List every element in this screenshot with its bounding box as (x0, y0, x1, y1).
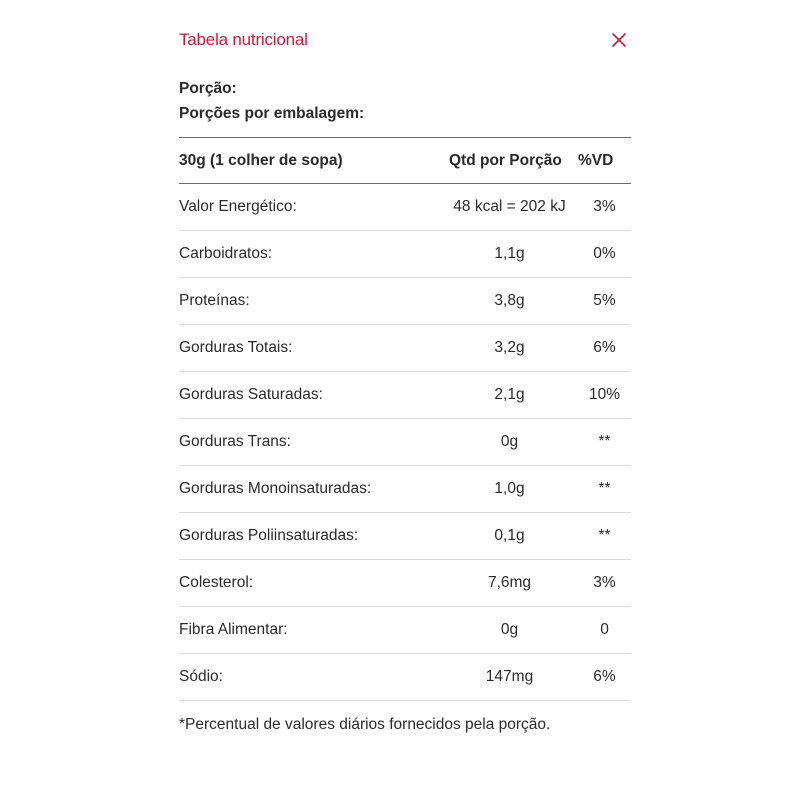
nutrient-name: Gorduras Monoinsaturadas: (179, 466, 441, 513)
nutrient-qty: 3,8g (441, 278, 578, 325)
nutrient-name: Valor Energético: (179, 184, 441, 231)
table-row (179, 607, 631, 654)
nutrient-vd: 3% (578, 184, 631, 231)
table-row (179, 278, 631, 325)
nutrient-vd: 0% (578, 231, 631, 278)
nutrient-qty: 0,1g (441, 513, 578, 560)
close-icon (611, 32, 627, 48)
table-row (179, 560, 631, 607)
nutrient-name: Proteínas: (179, 278, 441, 325)
nutrient-name: Gorduras Trans: (179, 419, 441, 466)
nutrient-name: Gorduras Poliinsaturadas: (179, 513, 441, 560)
portion-info (179, 76, 631, 126)
header-vd: %VD (578, 138, 631, 184)
table-row (179, 231, 631, 278)
nutrient-qty: 2,1g (441, 372, 578, 419)
header-serving-size: 30g (1 colher de sopa) (179, 138, 441, 184)
nutrient-name: Sódio: (179, 654, 441, 701)
close-button[interactable] (611, 32, 627, 48)
nutrient-name: Colesterol: (179, 560, 441, 607)
panel-title: Tabela nutricional (179, 30, 308, 49)
nutrient-qty: 147mg (441, 654, 578, 701)
table-row (179, 184, 631, 231)
nutrient-qty: 1,1g (441, 231, 578, 278)
nutrient-vd: 0 (578, 607, 631, 654)
servings-label: Porções por embalagem: (179, 105, 365, 122)
table-row (179, 419, 631, 466)
nutrient-qty: 7,6mg (441, 560, 578, 607)
nutrient-vd: 10% (578, 372, 631, 419)
nutrient-vd: 6% (578, 654, 631, 701)
nutrition-table (179, 137, 631, 701)
nutrient-vd: ** (578, 513, 631, 560)
nutrient-name: Fibra Alimentar: (179, 607, 441, 654)
table-row (179, 325, 631, 372)
nutrient-name: Carboidratos: (179, 231, 441, 278)
portion-label: Porção: (179, 80, 237, 97)
nutrient-qty: 48 kcal = 202 kJ (441, 184, 578, 231)
nutrient-name: Gorduras Saturadas: (179, 372, 441, 419)
nutrient-qty: 1,0g (441, 466, 578, 513)
nutrient-vd: 5% (578, 278, 631, 325)
nutrient-name: Gorduras Totais: (179, 325, 441, 372)
table-row (179, 513, 631, 560)
nutrient-vd: ** (578, 419, 631, 466)
table-header-row (179, 138, 631, 184)
nutrient-vd: 3% (578, 560, 631, 607)
table-row (179, 654, 631, 701)
table-row (179, 466, 631, 513)
footnote: *Percentual de valores diários fornecidos pela porção. (179, 716, 551, 733)
panel-header (179, 26, 631, 54)
nutrient-vd: ** (578, 466, 631, 513)
header-qty: Qtd por Porção (441, 138, 578, 184)
nutrient-qty: 3,2g (441, 325, 578, 372)
table-row (179, 372, 631, 419)
nutrient-qty: 0g (441, 419, 578, 466)
nutrient-qty: 0g (441, 607, 578, 654)
nutrient-vd: 6% (578, 325, 631, 372)
nutrition-panel (179, 26, 631, 735)
